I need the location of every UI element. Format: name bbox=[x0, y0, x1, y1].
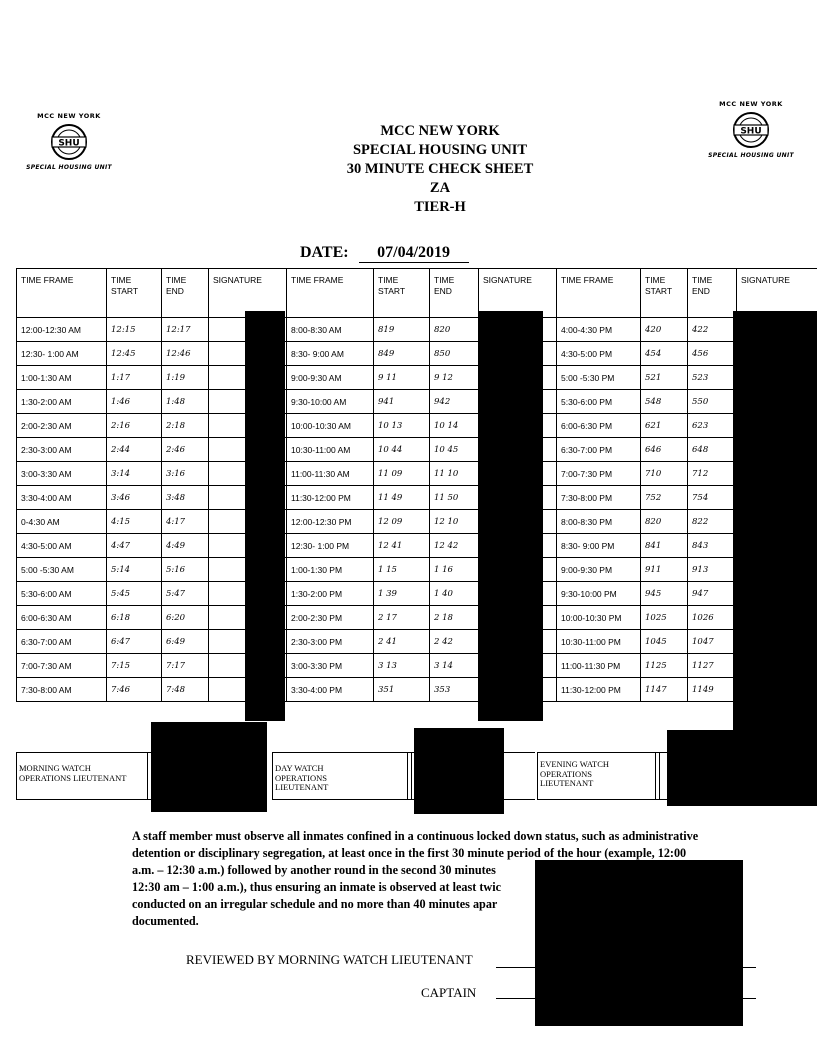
time-frame-cell: 1:30-2:00 AM bbox=[17, 390, 107, 414]
col-header: TIME END bbox=[162, 269, 209, 318]
time-frame-cell: 5:30-6:00 AM bbox=[17, 582, 107, 606]
header-line-2: SPECIAL HOUSING UNIT bbox=[352, 142, 528, 158]
handwritten-time: 420 bbox=[641, 318, 688, 342]
handwritten-time: 12:46 bbox=[162, 342, 209, 366]
time-frame-cell: 9:30-10:00 PM bbox=[557, 582, 641, 606]
redacted-signature bbox=[535, 860, 743, 1026]
time-frame-cell: 12:30- 1:00 AM bbox=[17, 342, 107, 366]
handwritten-time: 1:48 bbox=[162, 390, 209, 414]
handwritten-time: 2:44 bbox=[107, 438, 162, 462]
time-frame-cell: 8:00-8:30 AM bbox=[287, 318, 374, 342]
time-frame-cell: 12:30- 1:00 PM bbox=[287, 534, 374, 558]
date-label: DATE: bbox=[300, 244, 349, 261]
time-frame-cell: 2:00-2:30 AM bbox=[17, 414, 107, 438]
redacted-signature bbox=[414, 728, 504, 814]
logo-bottom-text: SPECIAL HOUSING UNIT bbox=[708, 152, 794, 159]
handwritten-time: 12 09 bbox=[374, 510, 430, 534]
handwritten-time: 941 bbox=[374, 390, 430, 414]
time-frame-cell: 8:30- 9:00 PM bbox=[557, 534, 641, 558]
handwritten-time: 947 bbox=[688, 582, 737, 606]
handwritten-time: 1045 bbox=[641, 630, 688, 654]
time-frame-cell: 1:00-1:30 AM bbox=[17, 366, 107, 390]
handwritten-time: 4:15 bbox=[107, 510, 162, 534]
handwritten-time: 623 bbox=[688, 414, 737, 438]
handwritten-time: 548 bbox=[641, 390, 688, 414]
handwritten-time: 10 44 bbox=[374, 438, 430, 462]
col-header: SIGNATURE bbox=[209, 269, 287, 318]
redacted-signature bbox=[245, 311, 285, 721]
handwritten-time: 819 bbox=[374, 318, 430, 342]
handwritten-time: 6:18 bbox=[107, 606, 162, 630]
handwritten-time: 752 bbox=[641, 486, 688, 510]
handwritten-time: 6:20 bbox=[162, 606, 209, 630]
handwritten-time: 4:17 bbox=[162, 510, 209, 534]
time-frame-cell: 3:30-4:00 AM bbox=[17, 486, 107, 510]
table-row bbox=[17, 318, 817, 342]
notice-line: 12:30 am – 1:00 a.m.), thus ensuring an inmate is observed at least twic bbox=[132, 880, 501, 894]
date-field bbox=[300, 244, 469, 263]
time-frame-cell: 5:00 -5:30 PM bbox=[557, 366, 641, 390]
time-frame-cell: 3:00-3:30 AM bbox=[17, 462, 107, 486]
handwritten-time: 3:14 bbox=[107, 462, 162, 486]
handwritten-time: 1149 bbox=[688, 678, 737, 702]
table-row bbox=[17, 438, 817, 462]
handwritten-time: 3:48 bbox=[162, 486, 209, 510]
notice-line: a.m. – 12:30 a.m.) followed by another round in the second 30 minutes bbox=[132, 863, 496, 877]
handwritten-time: 353 bbox=[430, 678, 479, 702]
col-header: TIME FRAME bbox=[557, 269, 641, 318]
handwritten-time: 1:19 bbox=[162, 366, 209, 390]
time-frame-cell: 12:00-12:30 PM bbox=[287, 510, 374, 534]
handwritten-time: 841 bbox=[641, 534, 688, 558]
handwritten-time: 5:16 bbox=[162, 558, 209, 582]
check-sheet-table bbox=[16, 268, 817, 702]
handwritten-time: 945 bbox=[641, 582, 688, 606]
col-header: TIME FRAME bbox=[287, 269, 374, 318]
svg-text:SHU: SHU bbox=[58, 138, 80, 149]
logo-left bbox=[24, 112, 114, 171]
handwritten-time: 2:16 bbox=[107, 414, 162, 438]
header-line-5: TIER-H bbox=[414, 199, 466, 215]
handwritten-time: 2 17 bbox=[374, 606, 430, 630]
table-row bbox=[17, 342, 817, 366]
notice-line: conducted on an irregular schedule and no more than 40 minutes apar bbox=[132, 897, 498, 911]
handwritten-time: 4:49 bbox=[162, 534, 209, 558]
handwritten-time: 621 bbox=[641, 414, 688, 438]
table-row bbox=[17, 390, 817, 414]
handwritten-time: 1026 bbox=[688, 606, 737, 630]
handwritten-time: 850 bbox=[430, 342, 479, 366]
handwritten-time: 7:48 bbox=[162, 678, 209, 702]
time-frame-cell: 5:00 -5:30 AM bbox=[17, 558, 107, 582]
table-row bbox=[17, 510, 817, 534]
handwritten-time: 843 bbox=[688, 534, 737, 558]
handwritten-time: 3:16 bbox=[162, 462, 209, 486]
shu-emblem-icon bbox=[49, 123, 89, 161]
time-frame-cell: 11:00-11:30 PM bbox=[557, 654, 641, 678]
handwritten-time: 1 40 bbox=[430, 582, 479, 606]
time-frame-cell: 6:00-6:30 AM bbox=[17, 606, 107, 630]
table-row bbox=[17, 678, 817, 702]
handwritten-time: 5:45 bbox=[107, 582, 162, 606]
time-frame-cell: 9:00-9:30 AM bbox=[287, 366, 374, 390]
handwritten-time: 10 45 bbox=[430, 438, 479, 462]
table-row bbox=[17, 582, 817, 606]
lieutenant-label-day: DAY WATCH OPERATIONS LIEUTENANT bbox=[275, 763, 329, 792]
time-frame-cell: 10:00-10:30 AM bbox=[287, 414, 374, 438]
page-header bbox=[250, 122, 630, 217]
redacted-signature bbox=[733, 311, 817, 758]
lieutenant-label-evening: EVENING WATCH OPERATIONS LIEUTENANT bbox=[540, 759, 610, 788]
handwritten-time: 648 bbox=[688, 438, 737, 462]
notice-line: detention or disciplinary segregation, at least once in the first 30 minute period of the hour (example, 12:00 bbox=[132, 846, 687, 860]
handwritten-time: 523 bbox=[688, 366, 737, 390]
col-header: TIME START bbox=[641, 269, 688, 318]
handwritten-time: 521 bbox=[641, 366, 688, 390]
handwritten-time: 2 42 bbox=[430, 630, 479, 654]
table-row bbox=[17, 654, 817, 678]
time-frame-cell: 7:30-8:00 PM bbox=[557, 486, 641, 510]
time-frame-cell: 5:30-6:00 PM bbox=[557, 390, 641, 414]
col-header: SIGNATURE bbox=[479, 269, 557, 318]
time-frame-cell: 2:30-3:00 AM bbox=[17, 438, 107, 462]
handwritten-time: 11 50 bbox=[430, 486, 479, 510]
time-frame-cell: 1:00-1:30 PM bbox=[287, 558, 374, 582]
table-row bbox=[17, 534, 817, 558]
handwritten-time: 456 bbox=[688, 342, 737, 366]
table-row bbox=[17, 630, 817, 654]
redacted-signature bbox=[478, 311, 543, 721]
time-frame-cell: 10:30-11:00 PM bbox=[557, 630, 641, 654]
time-frame-cell: 12:00-12:30 AM bbox=[17, 318, 107, 342]
time-frame-cell: 9:30-10:00 AM bbox=[287, 390, 374, 414]
time-frame-cell: 11:30-12:00 PM bbox=[557, 678, 641, 702]
handwritten-time: 12:45 bbox=[107, 342, 162, 366]
handwritten-time: 12 42 bbox=[430, 534, 479, 558]
handwritten-time: 351 bbox=[374, 678, 430, 702]
handwritten-time: 754 bbox=[688, 486, 737, 510]
logo-top-text: MCC NEW YORK bbox=[37, 112, 101, 120]
handwritten-time: 710 bbox=[641, 462, 688, 486]
handwritten-time: 2 18 bbox=[430, 606, 479, 630]
handwritten-time: 6:47 bbox=[107, 630, 162, 654]
col-header: TIME END bbox=[430, 269, 479, 318]
lieutenant-label-morning: MORNING WATCH OPERATIONS LIEUTENANT bbox=[19, 763, 127, 783]
handwritten-time: 712 bbox=[688, 462, 737, 486]
header-line-1: MCC NEW YORK bbox=[380, 123, 500, 139]
table-row bbox=[17, 486, 817, 510]
handwritten-time: 4:47 bbox=[107, 534, 162, 558]
time-frame-cell: 2:30-3:00 PM bbox=[287, 630, 374, 654]
time-frame-cell: 3:30-4:00 PM bbox=[287, 678, 374, 702]
logo-bottom-text: SPECIAL HOUSING UNIT bbox=[26, 164, 112, 171]
col-header: TIME START bbox=[374, 269, 430, 318]
handwritten-time: 1125 bbox=[641, 654, 688, 678]
svg-text:SHU: SHU bbox=[740, 126, 762, 137]
time-frame-cell: 7:30-8:00 AM bbox=[17, 678, 107, 702]
time-frame-cell: 1:30-2:00 PM bbox=[287, 582, 374, 606]
handwritten-time: 3 13 bbox=[374, 654, 430, 678]
logo-top-text: MCC NEW YORK bbox=[719, 100, 783, 108]
handwritten-time: 1047 bbox=[688, 630, 737, 654]
handwritten-time: 1147 bbox=[641, 678, 688, 702]
captain-label: CAPTAIN bbox=[421, 985, 477, 1000]
logo-right bbox=[706, 100, 796, 159]
header-line-4: ZA bbox=[429, 180, 451, 196]
handwritten-time: 1 15 bbox=[374, 558, 430, 582]
header-line-3: 30 MINUTE CHECK SHEET bbox=[346, 161, 534, 177]
handwritten-time: 849 bbox=[374, 342, 430, 366]
handwritten-time: 820 bbox=[641, 510, 688, 534]
time-frame-cell: 10:00-10:30 PM bbox=[557, 606, 641, 630]
handwritten-time: 1:46 bbox=[107, 390, 162, 414]
handwritten-time: 913 bbox=[688, 558, 737, 582]
redacted-signature bbox=[151, 722, 267, 812]
handwritten-time: 1:17 bbox=[107, 366, 162, 390]
handwritten-time: 9 11 bbox=[374, 366, 430, 390]
table-row bbox=[17, 606, 817, 630]
table-row bbox=[17, 558, 817, 582]
table-header-row bbox=[17, 269, 817, 318]
table-row bbox=[17, 462, 817, 486]
handwritten-time: 1 39 bbox=[374, 582, 430, 606]
time-frame-cell: 11:00-11:30 AM bbox=[287, 462, 374, 486]
handwritten-time: 12 10 bbox=[430, 510, 479, 534]
handwritten-time: 5:47 bbox=[162, 582, 209, 606]
handwritten-time: 10 14 bbox=[430, 414, 479, 438]
handwritten-time: 1 16 bbox=[430, 558, 479, 582]
col-header: SIGNATURE bbox=[737, 269, 817, 318]
handwritten-time: 1127 bbox=[688, 654, 737, 678]
time-frame-cell: 11:30-12:00 PM bbox=[287, 486, 374, 510]
handwritten-time: 7:46 bbox=[107, 678, 162, 702]
handwritten-time: 2 41 bbox=[374, 630, 430, 654]
time-frame-cell: 2:00-2:30 PM bbox=[287, 606, 374, 630]
handwritten-time: 2:18 bbox=[162, 414, 209, 438]
col-header: TIME START bbox=[107, 269, 162, 318]
handwritten-time: 820 bbox=[430, 318, 479, 342]
handwritten-time: 7:15 bbox=[107, 654, 162, 678]
handwritten-time: 3:46 bbox=[107, 486, 162, 510]
handwritten-time: 11 10 bbox=[430, 462, 479, 486]
handwritten-time: 5:14 bbox=[107, 558, 162, 582]
handwritten-time: 1025 bbox=[641, 606, 688, 630]
time-frame-cell: 7:00-7:30 AM bbox=[17, 654, 107, 678]
date-value: 07/04/2019 bbox=[359, 244, 469, 263]
handwritten-time: 11 09 bbox=[374, 462, 430, 486]
time-frame-cell: 6:00-6:30 PM bbox=[557, 414, 641, 438]
time-frame-cell: 3:00-3:30 PM bbox=[287, 654, 374, 678]
handwritten-time: 454 bbox=[641, 342, 688, 366]
notice-line: documented. bbox=[132, 914, 199, 928]
handwritten-time: 911 bbox=[641, 558, 688, 582]
shu-emblem-icon bbox=[731, 111, 771, 149]
handwritten-time: 12:17 bbox=[162, 318, 209, 342]
col-header: TIME END bbox=[688, 269, 737, 318]
col-header: TIME FRAME bbox=[17, 269, 107, 318]
handwritten-time: 3 14 bbox=[430, 654, 479, 678]
handwritten-time: 9 12 bbox=[430, 366, 479, 390]
time-frame-cell: 4:30-5:00 AM bbox=[17, 534, 107, 558]
table-row bbox=[17, 366, 817, 390]
reviewed-by-label: REVIEWED BY MORNING WATCH LIEUTENANT bbox=[186, 952, 473, 967]
time-frame-cell: 8:30- 9:00 AM bbox=[287, 342, 374, 366]
time-frame-cell: 6:30-7:00 AM bbox=[17, 630, 107, 654]
handwritten-time: 2:46 bbox=[162, 438, 209, 462]
handwritten-time: 822 bbox=[688, 510, 737, 534]
handwritten-time: 10 13 bbox=[374, 414, 430, 438]
time-frame-cell: 4:00-4:30 PM bbox=[557, 318, 641, 342]
time-frame-cell: 6:30-7:00 PM bbox=[557, 438, 641, 462]
table-row bbox=[17, 414, 817, 438]
handwritten-time: 422 bbox=[688, 318, 737, 342]
handwritten-time: 942 bbox=[430, 390, 479, 414]
handwritten-time: 6:49 bbox=[162, 630, 209, 654]
time-frame-cell: 9:00-9:30 PM bbox=[557, 558, 641, 582]
handwritten-time: 11 49 bbox=[374, 486, 430, 510]
handwritten-time: 12:15 bbox=[107, 318, 162, 342]
handwritten-time: 646 bbox=[641, 438, 688, 462]
time-frame-cell: 0-4:30 AM bbox=[17, 510, 107, 534]
handwritten-time: 12 41 bbox=[374, 534, 430, 558]
redacted-signature bbox=[667, 730, 817, 806]
time-frame-cell: 4:30-5:00 PM bbox=[557, 342, 641, 366]
handwritten-time: 550 bbox=[688, 390, 737, 414]
time-frame-cell: 7:00-7:30 PM bbox=[557, 462, 641, 486]
notice-line: A staff member must observe all inmates confined in a continuous locked down status, such as administrative bbox=[132, 829, 699, 843]
handwritten-time: 7:17 bbox=[162, 654, 209, 678]
time-frame-cell: 8:00-8:30 PM bbox=[557, 510, 641, 534]
time-frame-cell: 10:30-11:00 AM bbox=[287, 438, 374, 462]
